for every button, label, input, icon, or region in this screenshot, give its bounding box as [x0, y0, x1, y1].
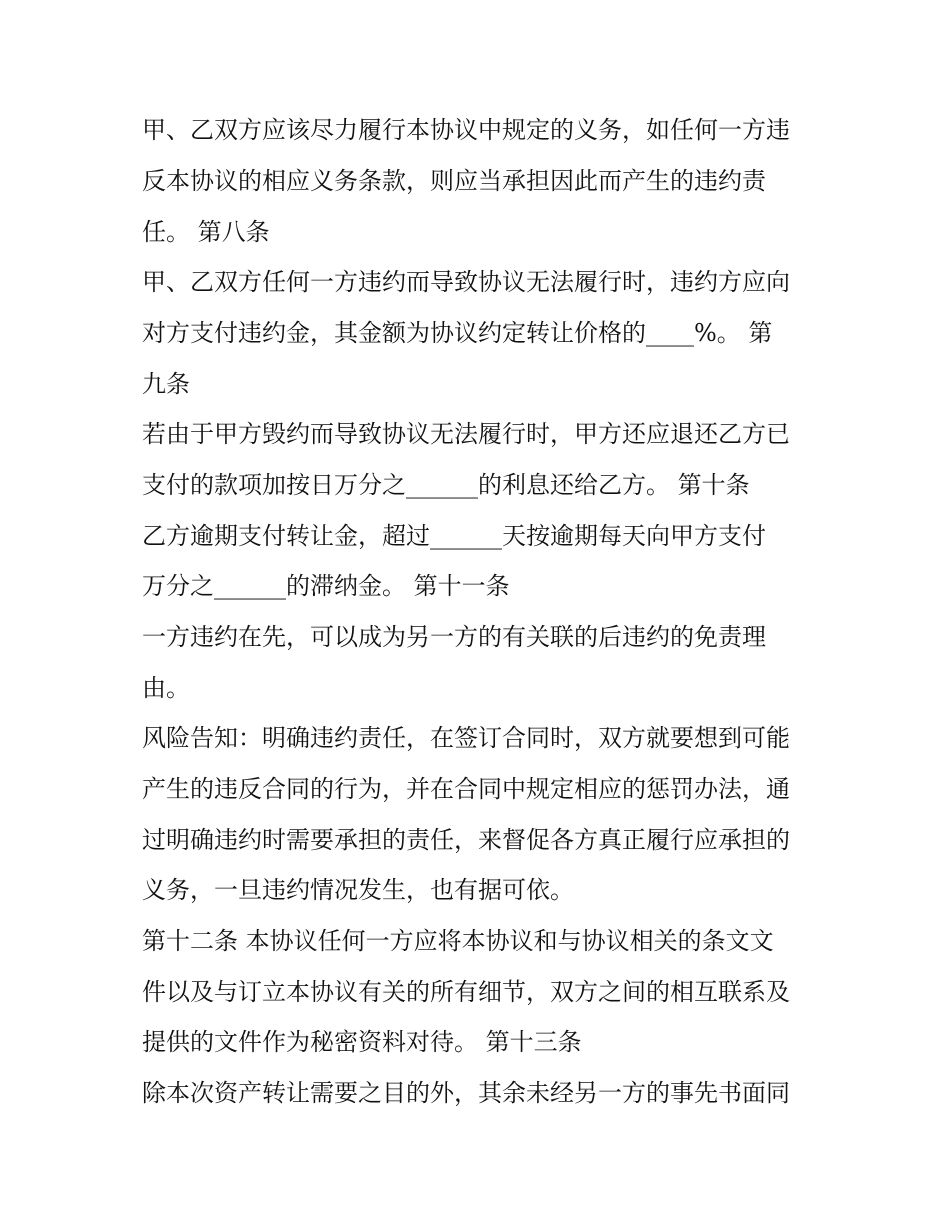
text-line: 风险告知：明确违约责任，在签订合同时，双方就要想到可能	[142, 724, 790, 752]
text-line: 除本次资产转让需要之目的外，其余未经另一方的事先书面同	[142, 1079, 790, 1107]
text-line: 万分之______的滞纳金。 第十一条	[142, 572, 510, 600]
text-line: 支付的款项加按日万分之______的利息还给乙方。 第十条	[142, 471, 750, 499]
text-line: 九条	[142, 370, 190, 398]
text-line: 提供的文件作为秘密资料对待。 第十三条	[142, 1028, 582, 1056]
text-line: 甲、乙双方应该尽力履行本协议中规定的义务，如任何一方违	[142, 116, 790, 144]
text-line: 任。 第八条	[142, 218, 270, 246]
text-line: 件以及与订立本协议有关的所有细节，双方之间的相互联系及	[142, 978, 790, 1006]
text-line: 反本协议的相应义务条款，则应当承担因此而产生的违约责	[142, 167, 766, 195]
text-line: 对方支付违约金，其金额为协议约定转让价格的____%。 第	[142, 319, 773, 347]
text-line: 产生的违反合同的行为，并在合同中规定相应的惩罚办法，通	[142, 775, 790, 803]
text-line: 由。	[142, 674, 190, 702]
text-line: 过明确违约时需要承担的责任，来督促各方真正履行应承担的	[142, 826, 790, 854]
text-line: 甲、乙双方任何一方违约而导致协议无法履行时，违约方应向	[142, 268, 790, 296]
text-line: 义务，一旦违约情况发生，也有据可依。	[142, 876, 574, 904]
text-line: 若由于甲方毁约而导致协议无法履行时，甲方还应退还乙方已	[142, 420, 790, 448]
text-line: 一方违约在先，可以成为另一方的有关联的后违约的免责理	[142, 623, 766, 651]
text-line: 第十二条 本协议任何一方应将本协议和与协议相关的条文文	[142, 927, 774, 955]
text-line: 乙方逾期支付转让金，超过______天按逾期每天向甲方支付	[142, 522, 766, 550]
